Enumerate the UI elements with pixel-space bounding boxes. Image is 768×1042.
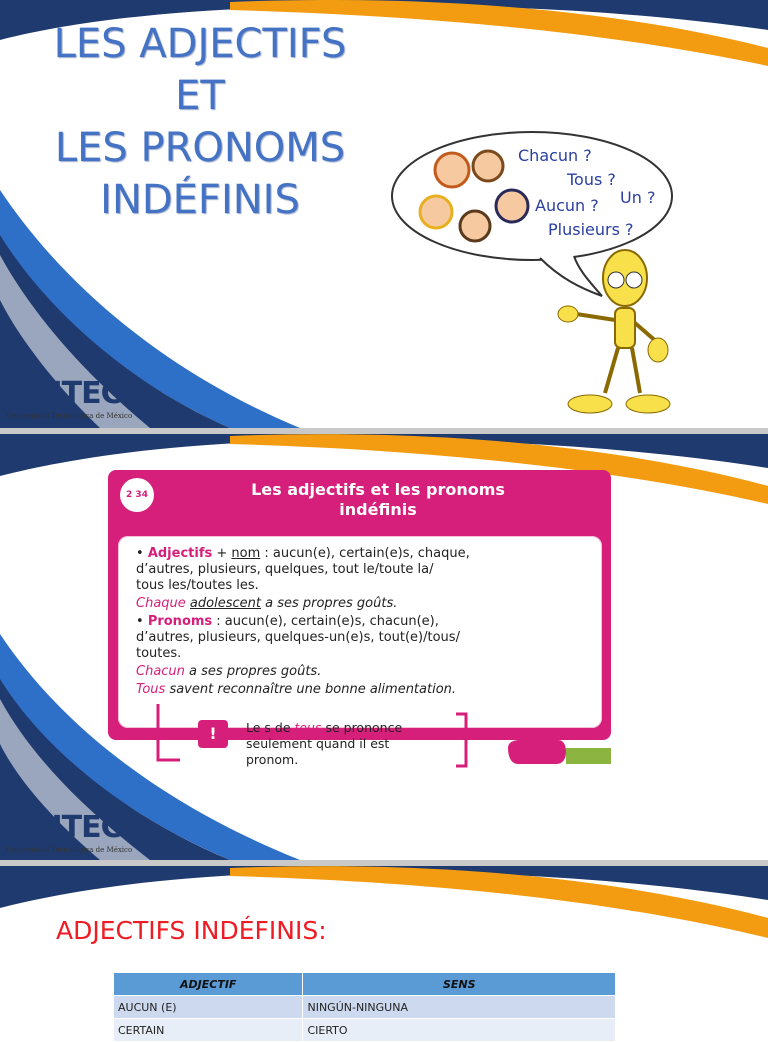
adjectifs-line-2: d’autres, plusieurs, quelques, tout le/toute la/ — [136, 562, 434, 577]
title-line: LES ADJECTIFS — [53, 21, 347, 67]
table-header: SENS — [303, 973, 616, 996]
pronoms-line-2: d’autres, plusieurs, quelques-un(e)s, tout(e)/tous/ — [136, 630, 460, 645]
text: Le s de — [246, 720, 295, 735]
example-word: Chaque — [136, 596, 186, 611]
bubble-word-tous: Tous ? — [567, 170, 616, 189]
logo-word: UNITEC — [4, 376, 122, 411]
bubble-word-chacun: Chacun ? — [518, 146, 592, 165]
text: a ses propres goûts. — [184, 664, 322, 679]
warning-icon: ! — [198, 720, 228, 748]
note-line — [246, 720, 402, 736]
example-1 — [136, 596, 397, 612]
adjectifs-label: Adjectifs — [147, 546, 213, 561]
adjectifs-line-1: • Adjectifs + nom : aucun(e), certain(e)s, chaque, — [136, 546, 470, 561]
title-line: ET — [175, 73, 225, 119]
example-noun: adolescent — [189, 596, 261, 611]
example-word: Tous — [136, 682, 166, 697]
bubble-word-aucun: Aucun ? — [535, 196, 599, 215]
unitec-logo — [4, 376, 154, 424]
text: se prononce — [321, 720, 403, 735]
logo-word: UNITEC — [4, 810, 122, 845]
pronoms-line-3: toutes. — [136, 646, 182, 661]
logo-subtitle: Universidad Tecnológica de México — [6, 846, 133, 854]
speech-bubble-illustration — [390, 128, 690, 424]
example-2 — [136, 664, 321, 680]
table-header: ADJECTIF — [114, 973, 303, 996]
text: a ses propres goûts. — [260, 596, 398, 611]
pronoms-line-1: • Pronoms : aucun(e), certain(e)s, chacun(e), — [136, 614, 439, 629]
card-header — [108, 470, 611, 532]
audio-track-icon: 2 34 — [120, 478, 154, 512]
card-content — [118, 536, 602, 728]
text: : aucun(e), certain(e)s, chacun(e), — [212, 614, 439, 629]
table-header-row — [114, 973, 616, 996]
slide-3 — [0, 866, 768, 1037]
nom-word: nom — [231, 546, 261, 561]
bubble-word-plusieurs: Plusieurs ? — [548, 220, 634, 239]
note-line: seulement quand il est — [246, 736, 390, 751]
table-row — [114, 1019, 616, 1042]
adjectifs-table — [113, 972, 616, 1042]
slide-1 — [0, 0, 768, 428]
card-title-line: indéfinis — [339, 500, 417, 519]
unitec-logo — [4, 810, 154, 858]
example-word: Chacun — [136, 664, 185, 679]
title-line: INDÉFINIS — [100, 177, 300, 223]
card-title-line: Les adjectifs et les pronoms — [251, 480, 505, 499]
text: : aucun(e), certain(e)s, chaque, — [260, 546, 470, 561]
note-word: tous — [294, 720, 322, 735]
pronoms-label: Pronoms — [147, 614, 213, 629]
text: + — [212, 546, 232, 561]
bubble-word-un: Un ? — [620, 188, 656, 207]
title-line: LES PRONOMS — [54, 125, 346, 171]
table-cell: CIERTO — [303, 1019, 616, 1042]
card-title — [168, 480, 588, 520]
table-row — [114, 996, 616, 1019]
table-cell: AUCUN (E) — [114, 996, 303, 1019]
text: savent reconnaître une bonne alimentation. — [165, 682, 457, 697]
table-cell: CERTAIN — [114, 1019, 303, 1042]
slide-2 — [0, 434, 768, 860]
logo-subtitle: Universidad Tecnológica de México — [6, 412, 133, 420]
pronunciation-note — [246, 720, 402, 768]
example-3 — [136, 682, 456, 698]
slide-3-title: ADJECTIFS INDÉFINIS: — [56, 916, 327, 945]
note-line: pronom. — [246, 752, 299, 767]
table-cell: NINGÚN-NINGUNA — [303, 996, 616, 1019]
slide-1-title — [10, 18, 390, 226]
adjectifs-line-3: tous les/toutes les. — [136, 578, 259, 593]
